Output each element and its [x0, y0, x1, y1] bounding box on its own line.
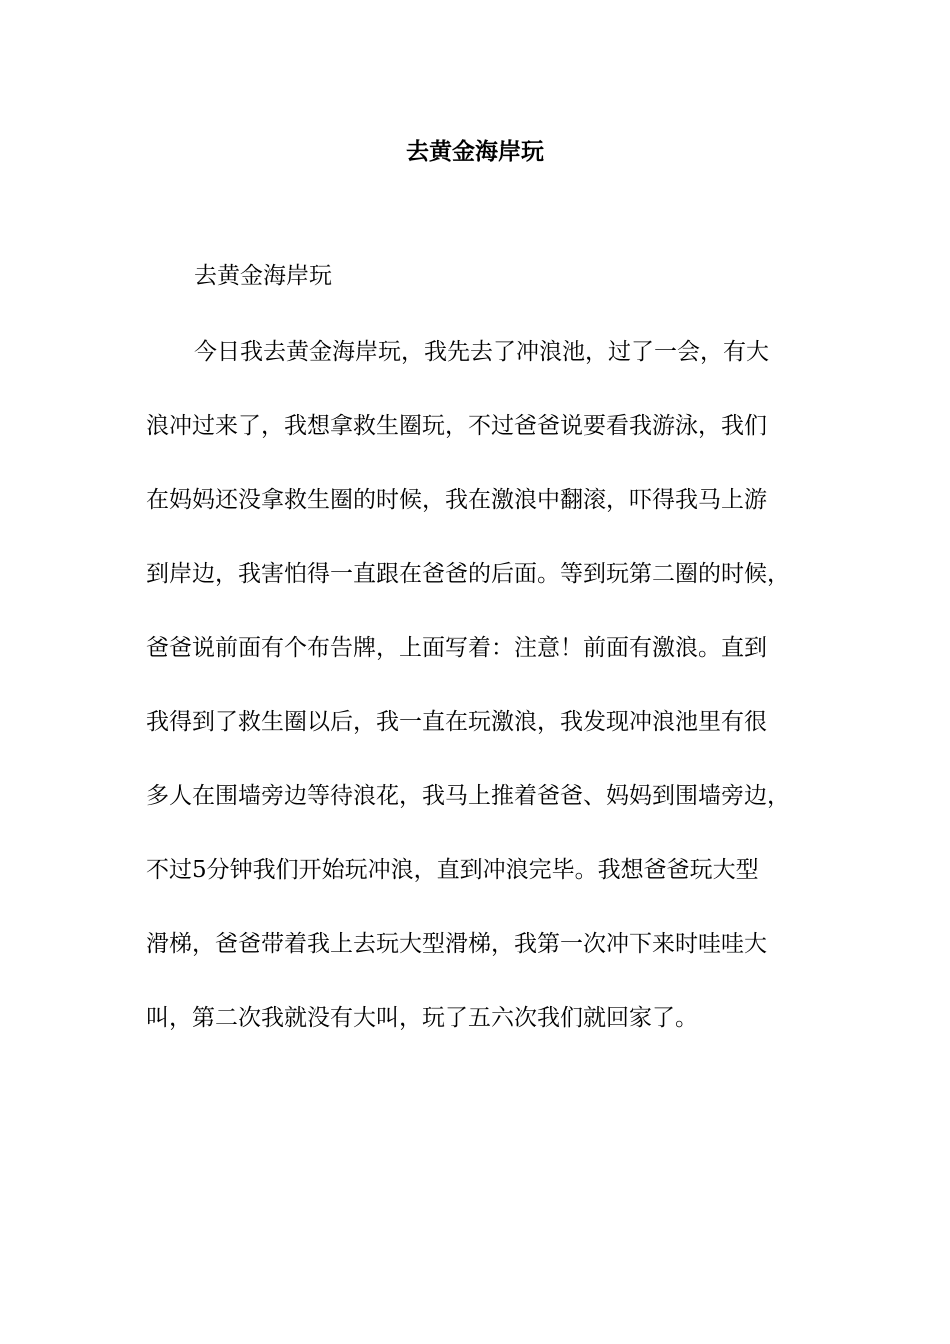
essay-subtitle: 去黄金海岸玩 — [194, 263, 332, 289]
essay-line: 滑梯，爸爸带着我上去玩大型滑梯，我第一次冲下来时哇哇大 — [146, 931, 767, 957]
essay-line: 浪冲过来了，我想拿救生圈玩，不过爸爸说要看我游泳，我们 — [146, 413, 767, 439]
essay-line: 在妈妈还没拿救生圈的时候，我在激浪中翻滚，吓得我马上游 — [146, 487, 767, 513]
essay-body — [146, 334, 836, 1074]
essay-line: 不过5分钟我们开始玩冲浪，直到冲浪完毕。我想爸爸玩大型 — [146, 857, 759, 883]
essay-line: 多人在围墙旁边等待浪花，我马上推着爸爸、妈妈到围墙旁边， — [146, 783, 790, 809]
essay-line: 今日我去黄金海岸玩，我先去了冲浪池，过了一会，有大 — [194, 339, 769, 365]
essay-line: 我得到了救生圈以后，我一直在玩激浪，我发现冲浪池里有很 — [146, 709, 767, 735]
page-title: 去黄金海岸玩 — [406, 138, 544, 165]
essay-line: 到岸边，我害怕得一直跟在爸爸的后面。等到玩第二圈的时候， — [146, 561, 790, 587]
essay-line: 叫，第二次我就没有大叫，玩了五六次我们就回家了。 — [146, 1005, 698, 1031]
essay-line: 爸爸说前面有个布告牌，上面写着：注意！前面有激浪。直到 — [146, 635, 767, 661]
